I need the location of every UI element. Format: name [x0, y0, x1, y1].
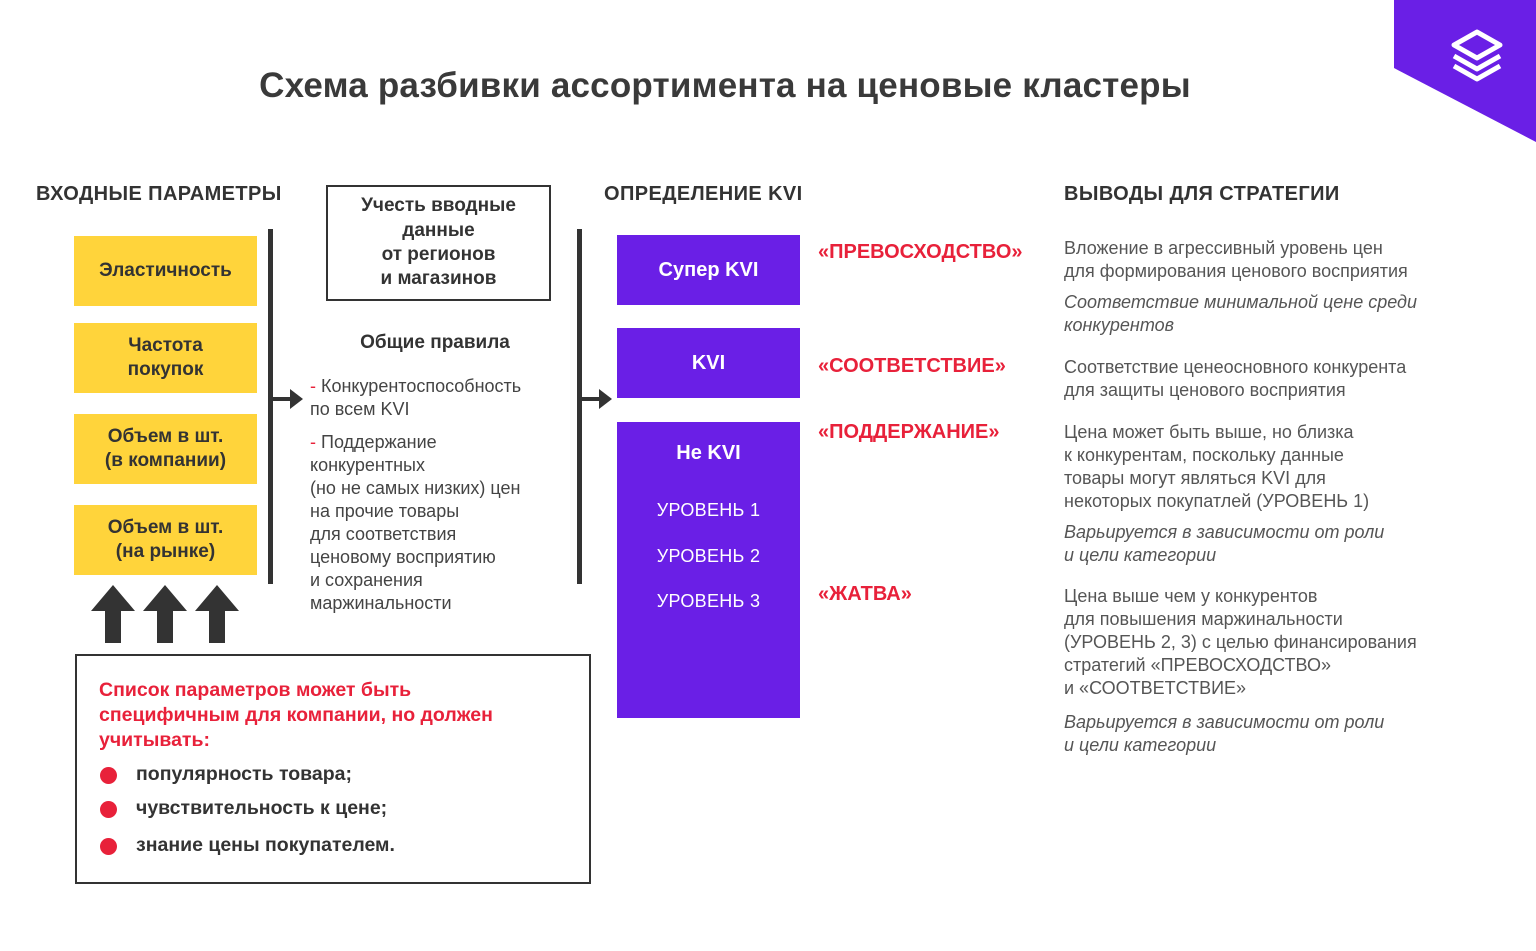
conclusion-text: Соответствие ценеосновного конкурента для защиты ценового восприятия — [1064, 357, 1407, 400]
strategy-tag-support: «ПОДДЕРЖАНИЕ» — [818, 421, 1000, 443]
conclusion-note: Соответствие минимальной цене среди конкурентов — [1064, 292, 1417, 335]
level-1-label: УРОВЕНЬ 1 — [656, 500, 761, 520]
conclusions-column-heading: ВЫВОДЫ ДЛЯ СТРАТЕГИИ — [1064, 183, 1340, 205]
conclusion-note: Варьируется в зависимости от роли и цели категории — [1064, 712, 1385, 755]
page-title: Схема разбивки ассортимента на ценовые кластеры — [259, 66, 1191, 105]
general-rules-heading: Общие правила — [360, 332, 510, 353]
bullet-item: чувствительность к цене; — [136, 797, 388, 819]
bullet-dot — [100, 838, 117, 855]
bullet-dot — [100, 767, 117, 784]
rule-item: - Поддержание конкурентных (но не самых низких) цен на прочие товары для соответствия ценовому восприятию и сохранения маржинальности — [310, 432, 521, 613]
super-kvi-box: Супер KVI — [617, 235, 800, 305]
input-elasticity-box: Эластичность — [74, 236, 257, 306]
conclusion-text: Вложение в агрессивный уровень цен для формирования ценового восприятия — [1064, 238, 1408, 281]
input-market-volume-box: Объем в шт. (на рынке) — [74, 505, 257, 575]
input-purchase-frequency-box: Частота покупок — [74, 323, 257, 393]
parameters-note-heading: Список параметров может быть специфичным для компании, но должен учитывать: — [99, 679, 493, 751]
arrow-up-icon — [91, 585, 135, 643]
arrow-right-icon — [581, 387, 613, 411]
rule-text: Конкурентоспособность по всем KVI — [310, 376, 522, 419]
rule-item: - Конкурентоспособность по всем KVI — [310, 376, 522, 419]
non-kvi-label: Не KVI — [676, 442, 741, 464]
strategy-tag-conformity: «СООТВЕТСТВИЕ» — [818, 355, 1006, 377]
strategy-tag-harvest: «ЖАТВА» — [818, 583, 912, 605]
arrow-up-icon — [195, 585, 239, 643]
inputs-column-heading: ВХОДНЫЕ ПАРАМЕТРЫ — [36, 183, 282, 205]
kvi-box: KVI — [617, 328, 800, 398]
rule-text: Поддержание конкурентных (но не самых низких) цен на прочие товары для соответствия ценовому восприятию и сохранения маржинальности — [310, 432, 521, 613]
bullet-item: популярность товара; — [136, 763, 352, 785]
conclusion-note: Варьируется в зависимости от роли и цели категории — [1064, 522, 1385, 565]
kvi-column-heading: ОПРЕДЕЛЕНИЕ KVI — [604, 183, 803, 205]
non-kvi-box — [617, 422, 800, 718]
arrow-right-icon — [272, 387, 304, 411]
arrow-up-icon — [143, 585, 187, 643]
stacked-layers-logo-icon — [1394, 0, 1536, 142]
regional-input-note-box: Учесть вводные данные от регионов и магазинов — [326, 185, 551, 301]
conclusion-text: Цена может быть выше, но близка к конкурентам, поскольку данные товары могут являться KVI для некоторых покупатлей (УРОВЕНЬ 1) — [1064, 422, 1370, 511]
level-2-label: УРОВЕНЬ 2 — [656, 546, 761, 566]
input-company-volume-box: Объем в шт. (в компании) — [74, 414, 257, 484]
bullet-item: знание цены покупателем. — [136, 834, 395, 856]
level-3-label: УРОВЕНЬ 3 — [656, 591, 761, 611]
bullet-dot — [100, 801, 117, 818]
conclusion-text: Цена выше чем у конкурентов для повышения маржинальности (УРОВЕНЬ 2, 3) с целью финансирования стратегий «ПРЕВОСХОДСТВО» и «СООТВЕТСТВИЕ» — [1064, 586, 1417, 698]
strategy-tag-excellence: «ПРЕВОСХОДСТВО» — [818, 241, 1023, 263]
